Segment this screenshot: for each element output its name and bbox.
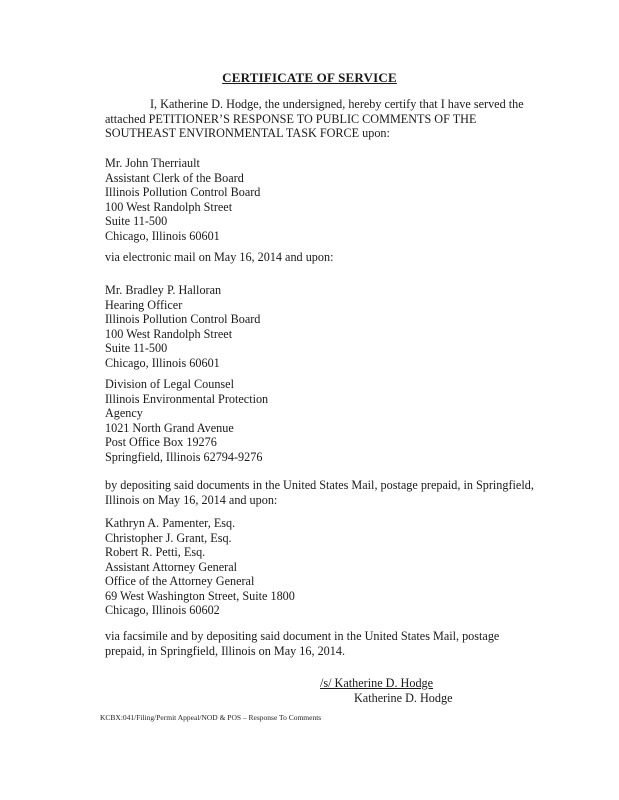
page-title: CERTIFICATE OF SERVICE bbox=[222, 70, 397, 85]
signature-block bbox=[320, 676, 452, 705]
address-line: Assistant Attorney General bbox=[105, 559, 238, 574]
address-line: Agency bbox=[105, 406, 143, 420]
address-line: Office of the Attorney General bbox=[105, 574, 255, 588]
electronic-signature bbox=[320, 676, 452, 691]
address-line: 100 West Randolph Street bbox=[105, 326, 233, 341]
intro-paragraph: I, Katherine D. Hodge, the undersigned, hereby certify that I have served the attached PETITIONER’S RESPONSE TO PUBLIC COMMENTS OF THE SOUTHEAST ENVIRONMENTAL TASK FORCE upon: bbox=[105, 97, 524, 140]
recipient-clerk-address bbox=[105, 156, 260, 243]
address-line: Chicago, Illinois 60602 bbox=[105, 603, 220, 617]
delivery-method-fax-mail: via facsimile and by depositing said document in the United States Mail, postage prepaid, in Springfield, Illinois on May 16, 2014. bbox=[105, 629, 500, 658]
address-line: Robert R. Petti, Esq. bbox=[105, 545, 206, 559]
delivery-method-mail: by depositing said documents in the United States Mail, postage prepaid, in Springfield, Illinois on May 16, 2014 and upon: bbox=[105, 478, 534, 507]
address-line: 1021 North Grand Avenue bbox=[105, 420, 234, 435]
address-line: Springfield, Illinois 62794-9276 bbox=[105, 449, 263, 464]
printed-name: Katherine D. Hodge bbox=[354, 690, 453, 705]
address-line: 69 West Washington Street, Suite 1800 bbox=[105, 588, 295, 603]
address-line: Mr. Bradley P. Halloran bbox=[105, 283, 222, 297]
recipient-hearing-officer-address bbox=[105, 283, 260, 370]
signature-line: /s/ Katherine D. Hodge bbox=[320, 676, 434, 690]
address-line: Suite 11-500 bbox=[105, 341, 168, 355]
document-footer: KCBX:041/Filing/Permit Appeal/NOD & POS – Response To Comments bbox=[100, 713, 322, 722]
address-line: Division of Legal Counsel bbox=[105, 377, 234, 391]
address-line: Post Office Box 19276 bbox=[105, 435, 217, 449]
address-line: Suite 11-500 bbox=[105, 214, 168, 228]
recipient-legal-counsel-address bbox=[105, 377, 268, 464]
delivery-method-email: via electronic mail on May 16, 2014 and upon: bbox=[105, 250, 334, 264]
address-line: Illinois Pollution Control Board bbox=[105, 312, 261, 326]
recipient-attorney-general-address bbox=[105, 516, 295, 618]
address-line: Mr. John Therriault bbox=[105, 156, 200, 170]
address-line: 100 West Randolph Street bbox=[105, 199, 233, 214]
address-line: Illinois Pollution Control Board bbox=[105, 185, 261, 199]
address-line: Christopher J. Grant, Esq. bbox=[105, 530, 232, 545]
address-line: Assistant Clerk of the Board bbox=[105, 170, 244, 185]
address-line: Illinois Environmental Protection bbox=[105, 391, 269, 406]
address-line: Chicago, Illinois 60601 bbox=[105, 228, 220, 243]
address-line: Hearing Officer bbox=[105, 297, 183, 312]
address-line: Chicago, Illinois 60601 bbox=[105, 355, 220, 370]
address-line: Kathryn A. Pamenter, Esq. bbox=[105, 516, 236, 530]
